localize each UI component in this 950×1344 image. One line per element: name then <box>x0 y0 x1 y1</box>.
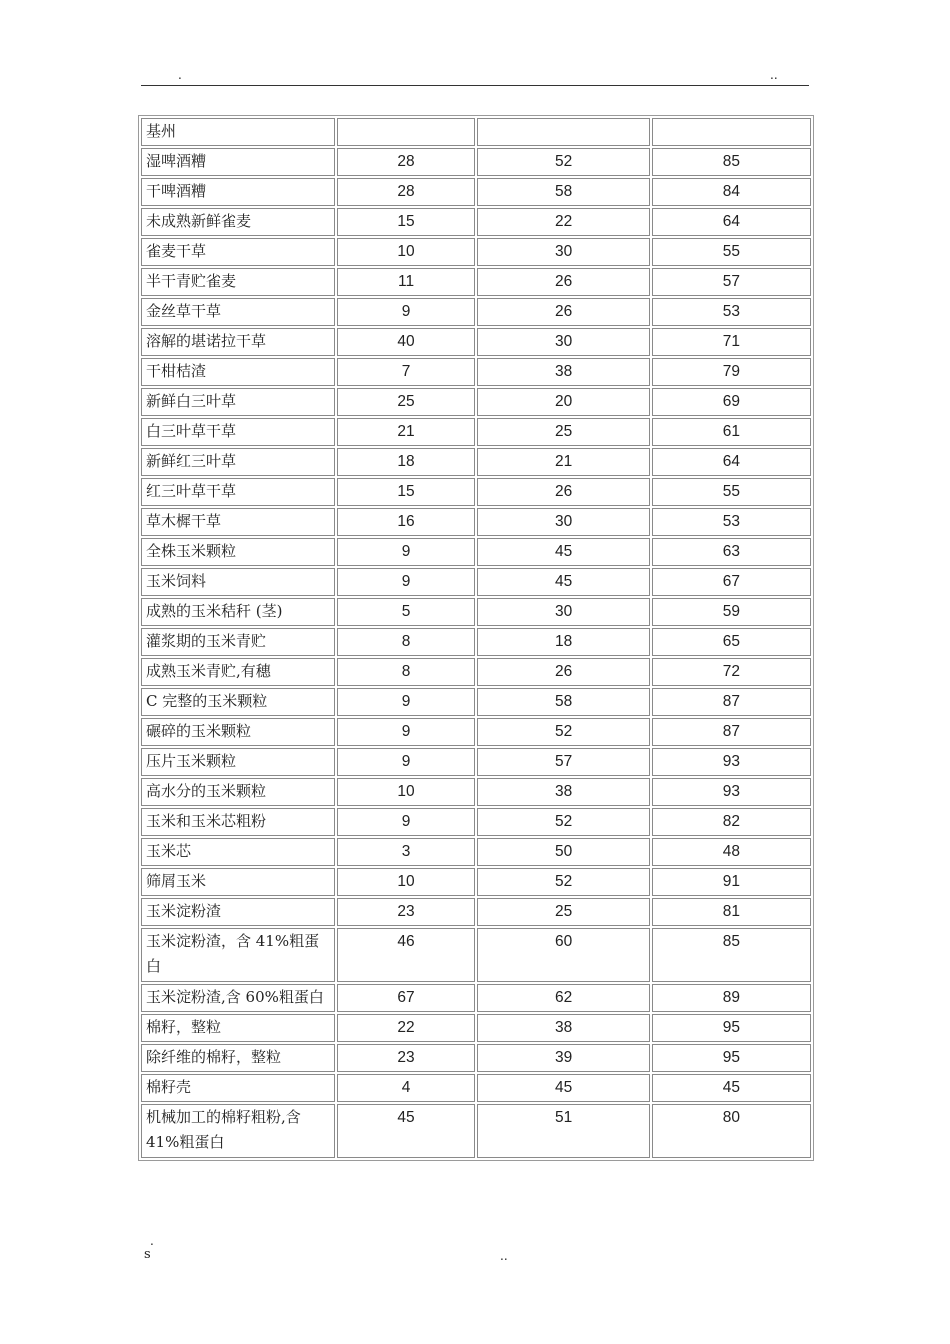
table-row <box>141 508 811 536</box>
footer-mark: .. <box>500 1249 508 1263</box>
value-cell-2: 50 <box>477 838 649 866</box>
value-cell-2: 30 <box>477 508 649 536</box>
value-cell-3: 87 <box>652 688 811 716</box>
feed-name-cell: 全株玉米颗粒 <box>141 538 335 566</box>
value-cell-2: 52 <box>477 808 649 836</box>
value-cell-2: 26 <box>477 478 649 506</box>
value-cell-3: 93 <box>652 748 811 776</box>
value-cell-1: 7 <box>337 358 476 386</box>
value-cell-1: 9 <box>337 568 476 596</box>
value-cell-2: 26 <box>477 298 649 326</box>
feed-name-cell: 新鲜白三叶草 <box>141 388 335 416</box>
value-cell-1: 11 <box>337 268 476 296</box>
value-cell-3: 64 <box>652 208 811 236</box>
table-row <box>141 748 811 776</box>
feed-name-cell: 成熟玉米青贮,有穗 <box>141 658 335 686</box>
value-cell-1: 21 <box>337 418 476 446</box>
feed-name-cell: 除纤维的棉籽，整粒 <box>141 1044 335 1072</box>
value-cell-1: 10 <box>337 778 476 806</box>
value-cell-2: 52 <box>477 868 649 896</box>
feed-table <box>138 115 814 1161</box>
feed-name-cell: 金丝草干草 <box>141 298 335 326</box>
table-row <box>141 658 811 686</box>
table-body <box>141 118 811 1158</box>
feed-name-cell: 干啤酒糟 <box>141 178 335 206</box>
feed-name-cell: 玉米淀粉渣 <box>141 898 335 926</box>
feed-name-cell: 玉米和玉米芯粗粉 <box>141 808 335 836</box>
table-row <box>141 1104 811 1158</box>
value-cell-3: 48 <box>652 838 811 866</box>
table-row <box>141 1044 811 1072</box>
feed-name-cell: 草木樨干草 <box>141 508 335 536</box>
value-cell-2: 26 <box>477 268 649 296</box>
feed-name-cell: C 完整的玉米颗粒 <box>141 688 335 716</box>
value-cell-2: 25 <box>477 418 649 446</box>
table-row <box>141 628 811 656</box>
value-cell-1: 16 <box>337 508 476 536</box>
value-cell-2: 62 <box>477 984 649 1012</box>
value-cell-1: 9 <box>337 718 476 746</box>
feed-name-cell: 玉米淀粉渣，含 41%粗蛋白 <box>141 928 335 982</box>
header-mark-left: . <box>178 68 182 82</box>
value-cell-1: 45 <box>337 1104 476 1158</box>
table-row <box>141 448 811 476</box>
value-cell-3: 93 <box>652 778 811 806</box>
value-cell-1: 8 <box>337 658 476 686</box>
value-cell-1: 28 <box>337 148 476 176</box>
value-cell-2: 21 <box>477 448 649 476</box>
feed-name-cell: 高水分的玉米颗粒 <box>141 778 335 806</box>
table-row <box>141 808 811 836</box>
value-cell-1: 5 <box>337 598 476 626</box>
value-cell-1: 8 <box>337 628 476 656</box>
value-cell-3: 95 <box>652 1014 811 1042</box>
table-row <box>141 238 811 266</box>
value-cell-1: 4 <box>337 1074 476 1102</box>
value-cell-2: 51 <box>477 1104 649 1158</box>
feed-name-cell: 棉籽，整粒 <box>141 1014 335 1042</box>
value-cell-1: 9 <box>337 688 476 716</box>
value-cell-2: 52 <box>477 148 649 176</box>
value-cell-1: 15 <box>337 478 476 506</box>
value-cell-2: 38 <box>477 778 649 806</box>
feed-name-cell: 玉米饲料 <box>141 568 335 596</box>
value-cell-1: 9 <box>337 808 476 836</box>
feed-name-cell: 雀麦干草 <box>141 238 335 266</box>
value-cell-3: 82 <box>652 808 811 836</box>
table-row <box>141 478 811 506</box>
value-cell-3: 67 <box>652 568 811 596</box>
header-mark-right: .. <box>770 68 778 82</box>
value-cell-3: 63 <box>652 538 811 566</box>
value-cell-3: 61 <box>652 418 811 446</box>
header-rule <box>141 85 809 86</box>
value-cell-3: 53 <box>652 298 811 326</box>
table-row <box>141 328 811 356</box>
feed-name-cell: 干柑桔渣 <box>141 358 335 386</box>
table-row <box>141 598 811 626</box>
value-cell-2: 45 <box>477 538 649 566</box>
value-cell-3: 55 <box>652 238 811 266</box>
value-cell-3: 85 <box>652 928 811 982</box>
table-row <box>141 118 811 146</box>
value-cell-2: 58 <box>477 688 649 716</box>
table-row <box>141 178 811 206</box>
value-cell-3: 64 <box>652 448 811 476</box>
table-row <box>141 688 811 716</box>
value-cell-3: 79 <box>652 358 811 386</box>
value-cell-1: 23 <box>337 898 476 926</box>
table-row <box>141 868 811 896</box>
value-cell-3: 91 <box>652 868 811 896</box>
feed-name-cell: 溶解的堪诺拉干草 <box>141 328 335 356</box>
value-cell-1: 9 <box>337 538 476 566</box>
value-cell-2: 45 <box>477 568 649 596</box>
feed-name-cell: 碾碎的玉米颗粒 <box>141 718 335 746</box>
table-row <box>141 298 811 326</box>
table-row <box>141 898 811 926</box>
footer-letter: s <box>144 1247 151 1262</box>
value-cell-1: 67 <box>337 984 476 1012</box>
value-cell-3: 95 <box>652 1044 811 1072</box>
table-row <box>141 1014 811 1042</box>
table-row <box>141 984 811 1012</box>
value-cell-3: 55 <box>652 478 811 506</box>
value-cell-2: 58 <box>477 178 649 206</box>
value-cell-3: 84 <box>652 178 811 206</box>
table-row <box>141 268 811 296</box>
value-cell-3: 59 <box>652 598 811 626</box>
value-cell-3: 80 <box>652 1104 811 1158</box>
value-cell-2: 39 <box>477 1044 649 1072</box>
feed-name-cell: 机械加工的棉籽粗粉,含 41%粗蛋白 <box>141 1104 335 1158</box>
value-cell-1: 9 <box>337 748 476 776</box>
value-cell-3: 72 <box>652 658 811 686</box>
feed-name-cell: 玉米淀粉渣,含 60%粗蛋白 <box>141 984 335 1012</box>
value-cell-2: 30 <box>477 238 649 266</box>
table-row <box>141 1074 811 1102</box>
value-cell-2: 38 <box>477 1014 649 1042</box>
value-cell-1: 15 <box>337 208 476 236</box>
table-row <box>141 208 811 236</box>
value-cell-2: 38 <box>477 358 649 386</box>
feed-name-cell: 压片玉米颗粒 <box>141 748 335 776</box>
feed-name-cell: 棉籽壳 <box>141 1074 335 1102</box>
feed-name-cell: 玉米芯 <box>141 838 335 866</box>
value-cell-1: 46 <box>337 928 476 982</box>
table-row <box>141 778 811 806</box>
value-cell-1: 28 <box>337 178 476 206</box>
table-row <box>141 418 811 446</box>
feed-name-cell: 湿啤酒糟 <box>141 148 335 176</box>
value-cell-2: 60 <box>477 928 649 982</box>
value-cell-1: 10 <box>337 868 476 896</box>
value-cell-3: 85 <box>652 148 811 176</box>
feed-name-cell: 灌浆期的玉米青贮 <box>141 628 335 656</box>
value-cell-2: 20 <box>477 388 649 416</box>
feed-name-cell: 半干青贮雀麦 <box>141 268 335 296</box>
value-cell-1 <box>337 118 476 146</box>
table-row <box>141 718 811 746</box>
value-cell-1: 9 <box>337 298 476 326</box>
value-cell-2: 25 <box>477 898 649 926</box>
value-cell-3: 45 <box>652 1074 811 1102</box>
value-cell-2: 30 <box>477 598 649 626</box>
value-cell-3: 81 <box>652 898 811 926</box>
value-cell-3: 53 <box>652 508 811 536</box>
value-cell-2: 57 <box>477 748 649 776</box>
value-cell-2: 52 <box>477 718 649 746</box>
table-row <box>141 568 811 596</box>
table-row <box>141 148 811 176</box>
feed-name-cell: 新鲜红三叶草 <box>141 448 335 476</box>
feed-name-cell: 白三叶草干草 <box>141 418 335 446</box>
value-cell-3: 71 <box>652 328 811 356</box>
value-cell-3: 65 <box>652 628 811 656</box>
value-cell-2: 45 <box>477 1074 649 1102</box>
value-cell-1: 22 <box>337 1014 476 1042</box>
table-row <box>141 358 811 386</box>
value-cell-2: 30 <box>477 328 649 356</box>
feed-name-cell: 未成熟新鲜雀麦 <box>141 208 335 236</box>
value-cell-2: 18 <box>477 628 649 656</box>
table-row <box>141 388 811 416</box>
table-row <box>141 538 811 566</box>
feed-name-cell: 筛屑玉米 <box>141 868 335 896</box>
table-row <box>141 928 811 982</box>
value-cell-3: 57 <box>652 268 811 296</box>
footer-dot: . <box>150 1234 154 1248</box>
value-cell-1: 25 <box>337 388 476 416</box>
value-cell-2: 26 <box>477 658 649 686</box>
value-cell-1: 18 <box>337 448 476 476</box>
feed-name-cell: 红三叶草干草 <box>141 478 335 506</box>
value-cell-1: 40 <box>337 328 476 356</box>
table-row <box>141 838 811 866</box>
value-cell-1: 10 <box>337 238 476 266</box>
value-cell-3 <box>652 118 811 146</box>
value-cell-1: 23 <box>337 1044 476 1072</box>
value-cell-3: 89 <box>652 984 811 1012</box>
value-cell-2: 22 <box>477 208 649 236</box>
value-cell-1: 3 <box>337 838 476 866</box>
value-cell-2 <box>477 118 649 146</box>
feed-name-cell: 成熟的玉米秸秆 (茎) <box>141 598 335 626</box>
value-cell-3: 87 <box>652 718 811 746</box>
value-cell-3: 69 <box>652 388 811 416</box>
feed-name-cell: 基州 <box>141 118 335 146</box>
